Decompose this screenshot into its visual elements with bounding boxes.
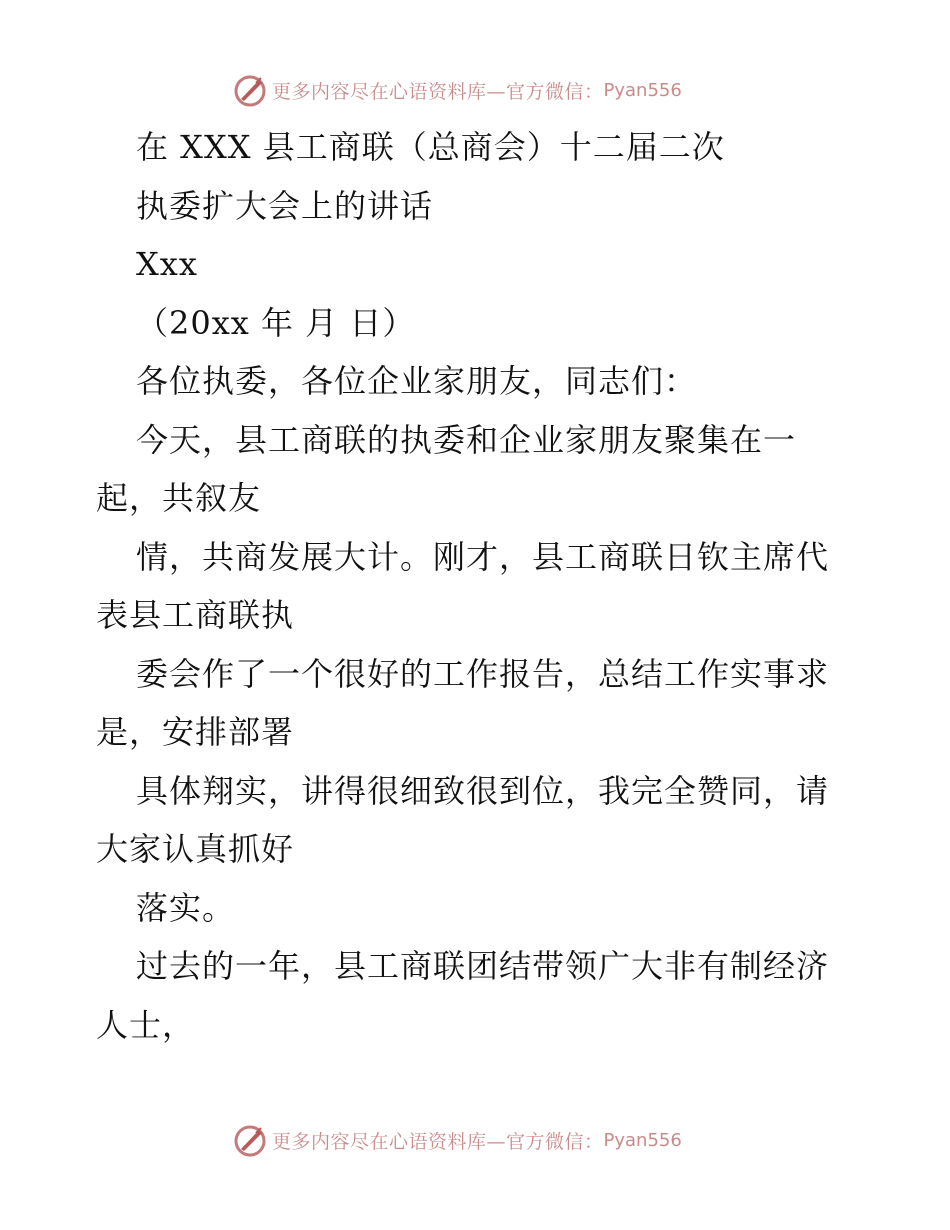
paragraph-line: 情，共商发展大计。刚才，县工商联日钦主席代 (136, 537, 830, 576)
paragraph-line: 今天，县工商联的执委和企业家朋友聚集在一 (136, 420, 797, 459)
paragraph-line: 委会作了一个很好的工作报告，总结工作实事求 (136, 654, 830, 693)
header-watermark (232, 70, 682, 110)
salutation: 各位执委，各位企业家朋友，同志们： (136, 362, 698, 400)
paragraph-line: 过去的一年，县工商联团结带领广大非有制经济 (136, 947, 830, 985)
speech-date: （20xx 年 月 日） (136, 303, 416, 342)
paragraph-line: 落实。 (136, 888, 236, 927)
watermark-text: 更多内容尽在心语资料库—官方微信： (272, 80, 604, 103)
watermark-wechat-id: Pyan556 (603, 79, 682, 101)
paragraph-line: 表县工商联执 (96, 596, 295, 634)
paragraph-line: 具体翔实，讲得很细致很到位，我完全赞同，请 (136, 771, 830, 810)
title-line-2: 执委扩大会上的讲话 (136, 186, 434, 225)
paragraph-line: 大家认真抓好 (96, 830, 295, 868)
paragraph-line: 起，共叙友 (96, 479, 262, 517)
watermark-text: 更多内容尽在心语资料库—官方微信： (272, 1130, 604, 1153)
watermark-wechat-id: Pyan556 (603, 1129, 682, 1151)
paragraph-line: 是，安排部署 (96, 713, 295, 751)
quill-logo-icon (232, 72, 268, 108)
paragraph-line: 人士， (96, 1005, 196, 1044)
speaker-name: Xxx (136, 245, 198, 283)
speech-body (96, 118, 876, 1054)
title-line-1: 在 XXX 县工商联（总商会）十二届二次 (136, 128, 725, 166)
footer-watermark (232, 1120, 682, 1160)
quill-logo-icon (232, 1122, 268, 1158)
